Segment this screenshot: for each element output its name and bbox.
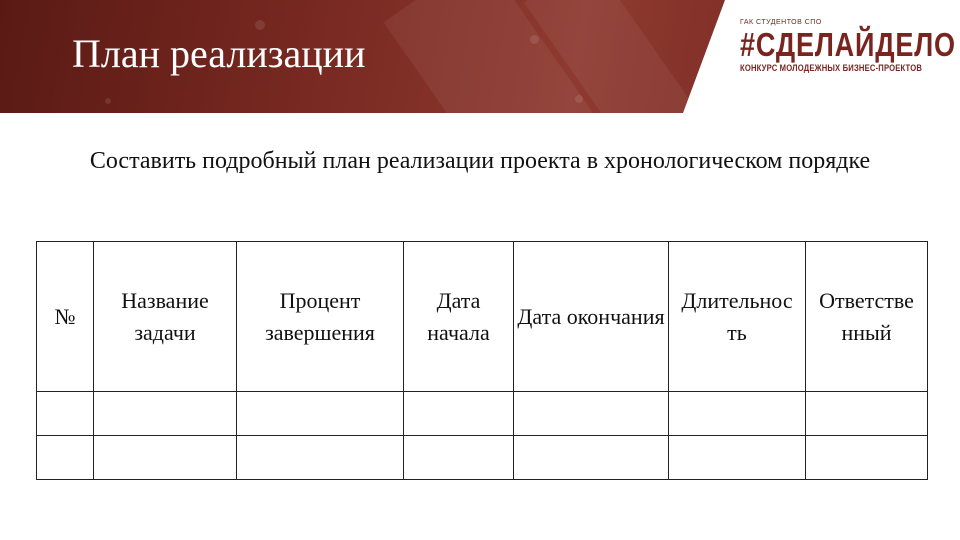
table-cell[interactable] xyxy=(237,436,404,480)
table-cell[interactable] xyxy=(806,392,928,436)
header-cell-responsible: Ответстве нный xyxy=(806,242,928,392)
header-cell-completion: Процент завершения xyxy=(237,242,404,392)
plan-table xyxy=(36,241,928,480)
header-cell-end-date: Дата окончания xyxy=(514,242,669,392)
table-cell[interactable] xyxy=(94,436,237,480)
table-cell[interactable] xyxy=(37,436,94,480)
table-row xyxy=(37,392,928,436)
logo-small-text: ГАК СТУДЕНТОВ СПО xyxy=(740,19,822,26)
table-cell[interactable] xyxy=(514,392,669,436)
table-cell[interactable] xyxy=(404,436,514,480)
table-cell[interactable] xyxy=(669,436,806,480)
header-cell-start-date: Дата начала xyxy=(404,242,514,392)
table-cell[interactable] xyxy=(237,392,404,436)
logo-sub-text: КОНКУРС МОЛОДЕЖНЫХ БИЗНЕС-ПРОЕКТОВ xyxy=(740,63,923,73)
decor-dot xyxy=(105,98,111,104)
table-cell[interactable] xyxy=(404,392,514,436)
header-cell-duration: Длительнос ть xyxy=(669,242,806,392)
contest-logo xyxy=(740,18,956,74)
table-cell[interactable] xyxy=(669,392,806,436)
table-cell[interactable] xyxy=(94,392,237,436)
header-cell-number: № xyxy=(37,242,94,392)
table-header-row xyxy=(37,242,928,392)
intro-text: Составить подробный план реализации проекта в хронологическом порядке xyxy=(89,148,871,174)
table-cell[interactable] xyxy=(806,436,928,480)
table-cell[interactable] xyxy=(514,436,669,480)
header-cell-task-name: Название задачи xyxy=(94,242,237,392)
logo-main-text: #СДЕЛАЙДЕЛО xyxy=(740,26,956,63)
table-row xyxy=(37,436,928,480)
slide-title: План реализации xyxy=(72,31,366,76)
table-cell[interactable] xyxy=(37,392,94,436)
